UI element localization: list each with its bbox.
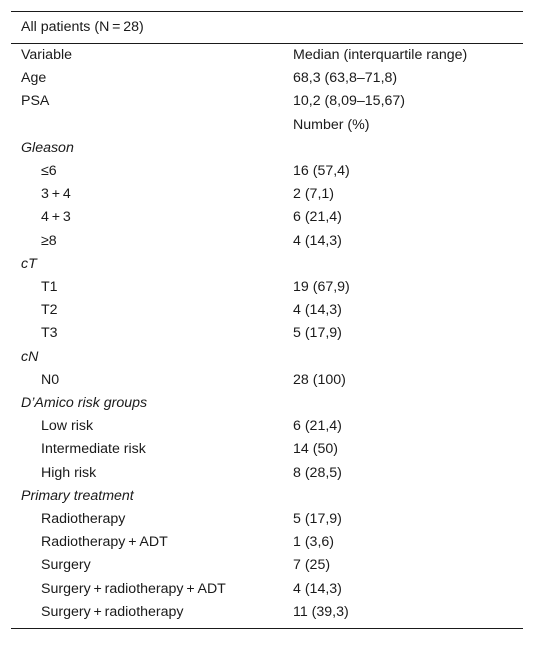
row-label: PSA (21, 93, 50, 110)
table-subheader-row (11, 114, 523, 137)
row-value: 6 (21,4) (293, 418, 342, 435)
table-row (11, 415, 523, 438)
row-value: 2 (7,1) (293, 186, 335, 203)
table-bottom-rule (11, 628, 523, 629)
table-row (11, 508, 523, 531)
table-row (11, 601, 523, 624)
table-row (11, 67, 523, 90)
section-row-ct (11, 253, 523, 276)
section-label-gleason: Gleason (21, 139, 74, 156)
row-value: 4 (14,3) (293, 302, 342, 319)
row-value: 5 (17,9) (293, 511, 342, 528)
row-label: Surgery + radiotherapy + ADT (41, 580, 226, 597)
row-value: 5 (17,9) (293, 325, 342, 342)
section-row-damico (11, 392, 523, 415)
section-row-cn (11, 346, 523, 369)
row-label: High risk (41, 464, 97, 481)
row-label: 3 + 4 (41, 186, 71, 203)
row-label: Age (21, 70, 47, 87)
table-row (11, 206, 523, 229)
section-label-primary-treatment: Primary treatment (21, 487, 134, 504)
table-row (11, 183, 523, 206)
column-header-median: Median (interquartile range) (293, 47, 468, 63)
column-header-variable: Variable (21, 47, 72, 63)
table-row (11, 299, 523, 322)
table-row (11, 554, 523, 577)
row-value: 7 (25) (293, 557, 331, 574)
section-label-damico: D’Amico risk groups (21, 395, 148, 412)
row-label: T2 (41, 302, 58, 319)
row-value: 1 (3,6) (293, 534, 335, 551)
row-label: Surgery + radiotherapy (41, 603, 184, 620)
row-label: Low risk (41, 418, 94, 435)
row-value (281, 485, 523, 508)
table-row (11, 369, 523, 392)
row-label: ≥8 (41, 232, 57, 249)
row-value: 10,2 (8,09–15,67) (293, 93, 406, 110)
row-label: 4 + 3 (41, 209, 71, 226)
row-label: T3 (41, 325, 58, 342)
row-label (11, 114, 281, 137)
row-value: 28 (100) (293, 371, 346, 388)
row-label: Intermediate risk (41, 441, 146, 458)
row-label: Radiotherapy + ADT (41, 534, 168, 551)
row-value (281, 253, 523, 276)
row-label: Surgery (41, 557, 91, 574)
patient-characteristics-table (11, 11, 523, 629)
table-row (11, 276, 523, 299)
row-value: 11 (39,3) (293, 603, 349, 620)
table-row (11, 230, 523, 253)
table-caption: All patients (N = 28) (11, 12, 523, 44)
row-value: 68,3 (63,8–71,8) (293, 70, 398, 87)
row-value: 19 (67,9) (293, 279, 350, 296)
table-row (11, 322, 523, 345)
section-row-primary-treatment (11, 485, 523, 508)
table-row (11, 531, 523, 554)
table-row (11, 90, 523, 113)
table-row (11, 438, 523, 461)
table-header-row (11, 44, 523, 67)
row-label: Radiotherapy (41, 511, 126, 528)
row-value: 16 (57,4) (293, 163, 350, 180)
table-row (11, 578, 523, 601)
row-value: 4 (14,3) (293, 232, 342, 249)
row-value: 14 (50) (293, 441, 338, 458)
row-label: T1 (41, 279, 58, 296)
row-value (281, 392, 523, 415)
table-body (11, 44, 523, 624)
row-value (281, 346, 523, 369)
table-row (11, 160, 523, 183)
table-row (11, 462, 523, 485)
column-header-number: Number (%) (293, 116, 370, 133)
section-row-gleason (11, 137, 523, 160)
section-label-cn: cN (21, 348, 39, 365)
row-label: ≤6 (41, 163, 57, 180)
row-value: 6 (21,4) (293, 209, 342, 226)
row-value: 8 (28,5) (293, 464, 342, 481)
row-value: 4 (14,3) (293, 580, 342, 597)
row-label: N0 (41, 371, 60, 388)
section-label-ct: cT (21, 255, 37, 272)
row-value (281, 137, 523, 160)
